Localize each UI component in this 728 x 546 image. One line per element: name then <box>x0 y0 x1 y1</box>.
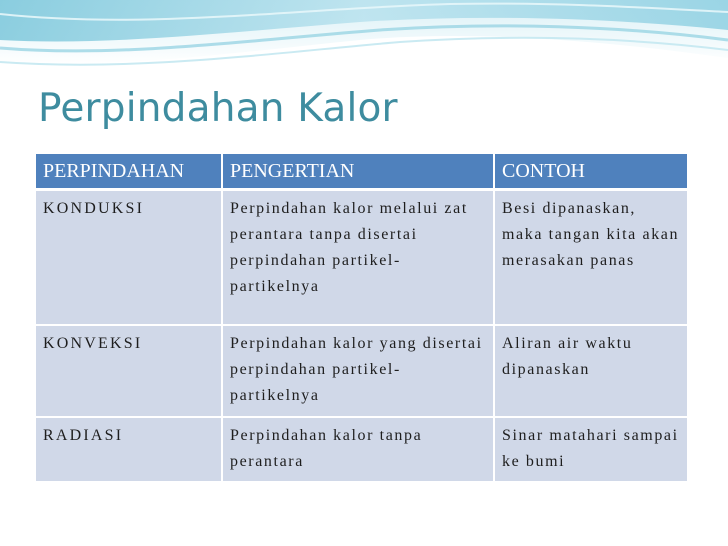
cell-contoh: Aliran air waktu dipanaskan <box>494 325 687 417</box>
cell-jenis: RADIASI <box>36 417 222 482</box>
heat-transfer-table <box>36 154 687 483</box>
table-row <box>36 417 687 482</box>
cell-pengertian: Perpindahan kalor melalui zat perantara tanpa disertai perpindahan partikel-partikelnya <box>222 190 494 326</box>
table-header-row <box>36 154 687 190</box>
cell-contoh: Sinar matahari sampai ke bumi <box>494 417 687 482</box>
cell-jenis: KONDUKSI <box>36 190 222 326</box>
table-row <box>36 190 687 326</box>
cell-pengertian: Perpindahan kalor tanpa perantara <box>222 417 494 482</box>
table-row <box>36 325 687 417</box>
column-header-pengertian: PENGERTIAN <box>222 154 494 190</box>
cell-jenis: KONVEKSI <box>36 325 222 417</box>
cell-contoh: Besi dipanaskan, maka tangan kita akan merasakan panas <box>494 190 687 326</box>
decorative-wave-banner <box>0 0 728 95</box>
column-header-contoh: CONTOH <box>494 154 687 190</box>
column-header-perpindahan: PERPINDAHAN <box>36 154 222 190</box>
cell-pengertian: Perpindahan kalor yang disertai perpindahan partikel-partikelnya <box>222 325 494 417</box>
slide-title: Perpindahan Kalor <box>38 86 398 131</box>
